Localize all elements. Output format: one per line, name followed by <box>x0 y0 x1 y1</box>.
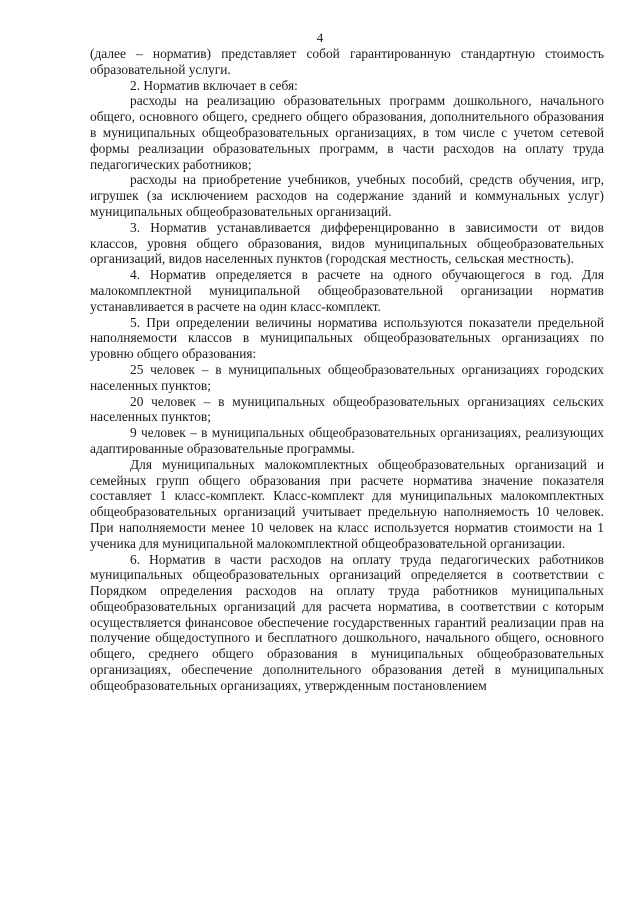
paragraph-item-5: 5. При определении величины норматива используются показатели предельной наполняемости классов в муниципальных общеобразовательных организациях по уровню общего образования: <box>90 314 604 362</box>
paragraph-item-4: 4. Норматив определяется в расчете на одного обучающегося в год. Для малокомплектной муниципальной общеобразовательной организации норматив устанавливается в расчете на один класс-комплект. <box>90 267 604 314</box>
paragraph-expenses-programs: расходы на реализацию образовательных программ дошкольного, начального общего, основного общего, среднего общего образования, дополнительного образования в муниципальных общеобразовательных организациях, в том числе с учетом сетевой формы реализации образовательных программ, в части расходов на оплату труда педагогических работников; <box>90 93 604 172</box>
paragraph-item-3: 3. Норматив устанавливается дифференцированно в зависимости от видов классов, уровня общего образования, видов муниципальных общеобразовательных организаций, видов населенных пунктов (городская местность, сельская местность). <box>90 219 604 267</box>
paragraph-expenses-textbooks: расходы на приобретение учебников, учебных пособий, средств обучения, игр, игрушек (за исключением расходов на содержание зданий и коммунальных услуг) муниципальных общеобразовательных организаций. <box>90 172 604 219</box>
paragraph-adapted-9: 9 человек – в муниципальных общеобразовательных организациях, реализующих адаптированные образовательные программы. <box>90 425 604 456</box>
paragraph-small-schools: Для муниципальных малокомплектных общеобразовательных организаций и семейных групп общего образования при расчете норматива значение показателя составляет 1 класс-комплект. Класс-комплект для муниципальных малокомплектных общеобразовательных организаций учитывает предельную наполняемость 10 человек. При наполняемости менее 10 человек на класс используется норматив стоимости на 1 ученика для муниципальной малокомплектной общеобразовательной организации. <box>90 456 604 551</box>
document-body <box>90 46 604 694</box>
paragraph-rural-20: 20 человек – в муниципальных общеобразовательных организациях сельских населенных пунктов; <box>90 393 604 425</box>
paragraph-item-6: 6. Норматив в части расходов на оплату труда педагогических работников муниципальных общеобразовательных организаций определяется в соответствии с Порядком определения расходов на оплату труда работников муниципальных общеобразовательных организаций для расчета норматива, в соответствии с которым осуществляется финансовое обеспечение государственных гарантий реализации прав на получение общедоступного и бесплатного дошкольного, начального общего, основного общего, среднего общего образования в муниципальных общеобразовательных организациях, обеспечение дополнительного образования детей в муниципальных общеобразовательных организациях, утвержденным постановлением <box>90 551 604 693</box>
paragraph-continuation: (далее – норматив) представляет собой гарантированную стандартную стоимость образовательной услуги. <box>90 46 604 77</box>
paragraph-urban-25: 25 человек – в муниципальных общеобразовательных организациях городских населенных пунктов; <box>90 361 604 393</box>
paragraph-item-2: 2. Норматив включает в себя: <box>130 77 298 93</box>
page-number: 4 <box>316 30 324 45</box>
